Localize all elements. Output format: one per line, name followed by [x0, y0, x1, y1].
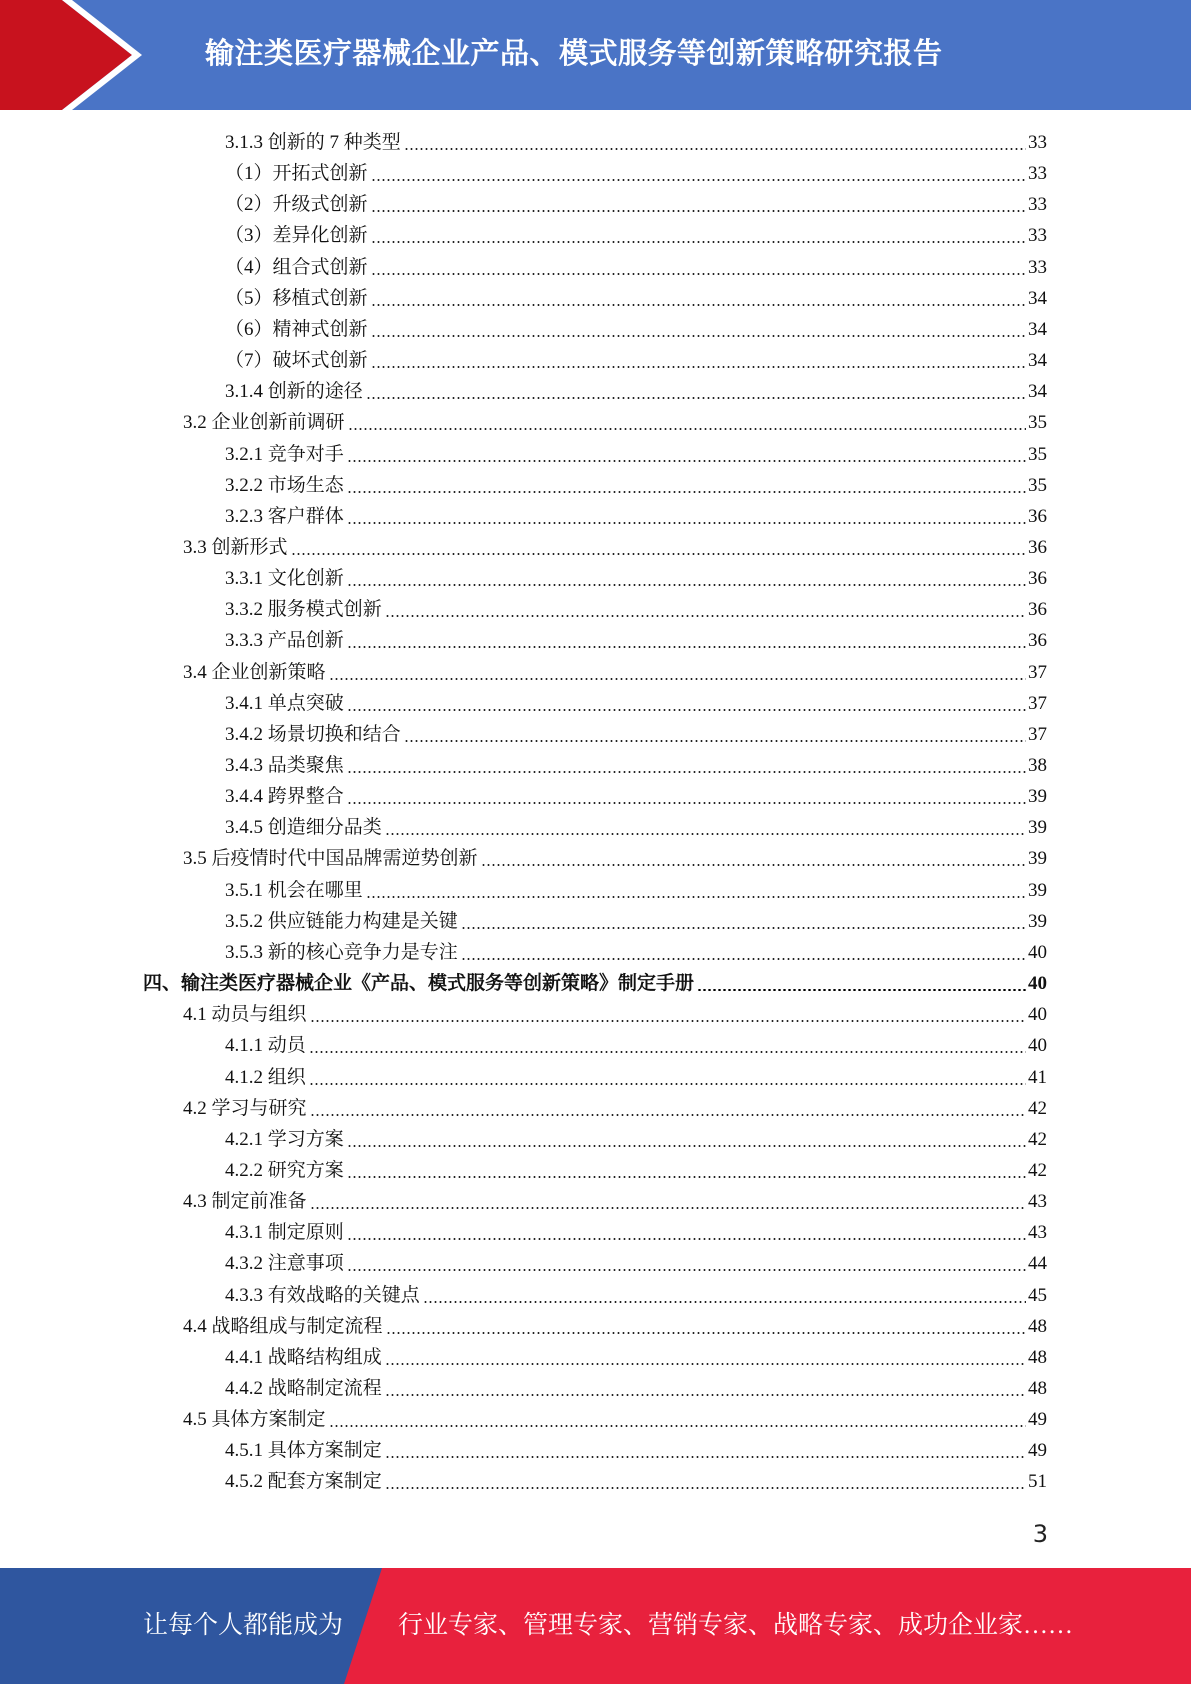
- toc-entry-label: （5）移植式创新: [225, 287, 368, 309]
- toc-entry-page: 48: [1028, 1378, 1047, 1399]
- toc-dot-leader: [371, 335, 1026, 337]
- toc-entry-label: 3.2.3 客户群体: [225, 505, 344, 527]
- toc-entry-page: 33: [1028, 256, 1047, 278]
- toc-entry[interactable]: [225, 594, 1047, 625]
- toc-entry[interactable]: [225, 220, 1047, 251]
- toc-entry-page: 34: [1028, 381, 1047, 403]
- toc-entry-label: 3.4 企业创新策略: [183, 661, 326, 683]
- toc-entry[interactable]: [225, 781, 1047, 812]
- toc-entry-page: 36: [1028, 505, 1047, 527]
- toc-entry-label: 3.4.4 跨界整合: [225, 786, 344, 808]
- toc-dot-leader: [347, 584, 1026, 586]
- toc-entry[interactable]: [225, 158, 1047, 189]
- toc-dot-leader: [347, 460, 1026, 462]
- toc-entry[interactable]: [225, 1062, 1047, 1093]
- toc-entry-label: 4.2.2 研究方案: [225, 1159, 344, 1181]
- toc-entry[interactable]: [143, 968, 1047, 999]
- toc-entry-label: 4.1.1 动员: [225, 1035, 306, 1057]
- toc-entry-label: 4.3.2 注意事项: [225, 1253, 344, 1275]
- toc-dot-leader: [371, 366, 1026, 368]
- toc-entry[interactable]: [225, 470, 1047, 501]
- toc-entry-label: （6）精神式创新: [225, 318, 368, 340]
- toc-dot-leader: [385, 1394, 1026, 1396]
- toc-entry[interactable]: [183, 407, 1047, 438]
- toc-entry[interactable]: [225, 1155, 1047, 1186]
- toc-entry-label: 4.5.2 配套方案制定: [225, 1471, 382, 1493]
- toc-entry[interactable]: [183, 532, 1047, 563]
- toc-entry[interactable]: [225, 127, 1047, 158]
- toc-entry-label: 4.4.2 战略制定流程: [225, 1378, 382, 1399]
- toc-entry[interactable]: [225, 501, 1047, 532]
- toc-entry-page: 51: [1028, 1471, 1047, 1493]
- toc-entry-label: 4.2.1 学习方案: [225, 1128, 344, 1150]
- toc-entry-label: 四、输注类医疗器械企业《产品、模式服务等创新策略》制定手册: [143, 973, 695, 995]
- toc-entry-page: 36: [1028, 536, 1047, 558]
- toc-entry-label: 3.3 创新形式: [183, 536, 288, 558]
- toc-entry-page: 42: [1028, 1128, 1047, 1150]
- toc-entry-page: 40: [1028, 1004, 1047, 1026]
- toc-dot-leader: [461, 927, 1026, 929]
- toc-entry[interactable]: [225, 283, 1047, 314]
- toc-dot-leader: [404, 740, 1026, 742]
- toc-entry[interactable]: [225, 937, 1047, 968]
- toc-entry-page: 48: [1028, 1346, 1047, 1368]
- toc-entry-label: 3.2.2 市场生态: [225, 474, 344, 496]
- toc-entry-label: （3）差异化创新: [225, 225, 368, 247]
- toc-entry-label: 3.5.3 新的核心竞争力是专注: [225, 941, 458, 963]
- toc-entry-label: 3.4.5 创造细分品类: [225, 817, 382, 839]
- toc-dot-leader: [423, 1301, 1026, 1303]
- toc-entry-page: 33: [1028, 163, 1047, 185]
- toc-dot-leader: [347, 1269, 1026, 1271]
- footer-slogan-right: 行业专家、管理专家、营销专家、战略专家、成功企业家……: [398, 1612, 1074, 1639]
- toc-dot-leader: [347, 1145, 1026, 1147]
- toc-entry-label: 4.3 制定前准备: [183, 1191, 307, 1213]
- toc-entry-label: 3.2 企业创新前调研: [183, 412, 345, 434]
- toc-entry[interactable]: [183, 1404, 1047, 1435]
- toc-dot-leader: [310, 1114, 1026, 1116]
- toc-dot-leader: [348, 428, 1026, 430]
- toc-entry-page: 37: [1028, 692, 1047, 714]
- toc-entry[interactable]: [225, 1435, 1047, 1466]
- toc-entry-page: 40: [1028, 1035, 1047, 1057]
- toc-entry[interactable]: [225, 345, 1047, 376]
- toc-entry-page: 41: [1028, 1066, 1047, 1088]
- toc-entry-label: 3.1.4 创新的途径: [225, 381, 363, 403]
- toc-dot-leader: [386, 1332, 1026, 1334]
- toc-entry-label: 3.3.1 文化创新: [225, 568, 344, 590]
- toc-dot-leader: [371, 241, 1026, 243]
- toc-dot-leader: [404, 148, 1026, 150]
- toc-dot-leader: [366, 397, 1026, 399]
- toc-dot-leader: [310, 1020, 1026, 1022]
- toc-entry[interactable]: [225, 1248, 1047, 1279]
- toc-entry-page: 40: [1028, 973, 1047, 995]
- toc-entry[interactable]: [225, 1124, 1047, 1155]
- toc-entry-label: （4）组合式创新: [225, 256, 368, 278]
- toc-entry[interactable]: [225, 189, 1047, 220]
- toc-entry-page: 39: [1028, 910, 1047, 932]
- toc-entry-label: 3.4.2 场景切换和结合: [225, 723, 401, 745]
- toc-dot-leader: [347, 646, 1026, 648]
- toc-entry[interactable]: [225, 812, 1047, 843]
- toc-entry-label: 3.2.1 竞争对手: [225, 443, 344, 465]
- toc-entry[interactable]: [225, 750, 1047, 781]
- toc-entry-label: （2）升级式创新: [225, 194, 368, 216]
- toc-entry-label: 3.5 后疫情时代中国品牌需逆势创新: [183, 848, 478, 870]
- toc-entry-page: 33: [1028, 194, 1047, 216]
- toc-entry-page: 42: [1028, 1097, 1047, 1119]
- header-banner: [0, 0, 1191, 110]
- toc-entry-page: 34: [1028, 287, 1047, 309]
- toc-entry-page: 34: [1028, 318, 1047, 340]
- toc-entry-label: 4.3.1 制定原则: [225, 1222, 344, 1244]
- toc-dot-leader: [481, 864, 1026, 866]
- toc-entry-page: 36: [1028, 599, 1047, 621]
- toc-entry-page: 44: [1028, 1253, 1047, 1275]
- toc-dot-leader: [347, 1176, 1026, 1178]
- toc-dot-leader: [371, 210, 1026, 212]
- toc-entry-page: 37: [1028, 661, 1047, 683]
- toc-entry-label: 4.4 战略组成与制定流程: [183, 1315, 383, 1337]
- toc-entry-page: 35: [1028, 443, 1047, 465]
- toc-dot-leader: [309, 1083, 1026, 1085]
- toc-entry-label: 4.3.3 有效战略的关键点: [225, 1284, 420, 1306]
- toc-entry[interactable]: [225, 1373, 1047, 1404]
- toc-dot-leader: [309, 1051, 1026, 1053]
- toc-entry-page: 38: [1028, 755, 1047, 776]
- toc-entry[interactable]: [225, 1217, 1047, 1248]
- toc-dot-leader: [371, 273, 1026, 275]
- toc-entry-label: 3.3.3 产品创新: [225, 630, 344, 652]
- toc-entry-page: 37: [1028, 723, 1047, 745]
- page-number: 3: [1032, 1520, 1048, 1548]
- toc-dot-leader: [329, 678, 1026, 680]
- toc-entry-page: 34: [1028, 350, 1047, 372]
- toc-entry[interactable]: [183, 1186, 1047, 1217]
- toc-dot-leader: [697, 989, 1026, 991]
- toc-entry[interactable]: [225, 625, 1047, 656]
- footer-banner: [0, 1568, 1191, 1684]
- toc-entry[interactable]: [225, 906, 1047, 937]
- toc-entry-page: 49: [1028, 1409, 1047, 1431]
- toc-entry[interactable]: [183, 843, 1047, 874]
- toc-entry[interactable]: [225, 719, 1047, 750]
- toc-entry-label: 4.2 学习与研究: [183, 1097, 307, 1119]
- toc-entry-label: 4.5 具体方案制定: [183, 1409, 326, 1431]
- toc-entry-label: 3.1.3 创新的 7 种类型: [225, 132, 401, 153]
- toc-entry-page: 43: [1028, 1222, 1047, 1244]
- toc-entry-label: 3.4.1 单点突破: [225, 692, 344, 714]
- toc-dot-leader: [385, 833, 1026, 835]
- toc-entry-label: 4.5.1 具体方案制定: [225, 1440, 382, 1462]
- report-title: 输注类医疗器械企业产品、模式服务等创新策略研究报告: [205, 36, 943, 70]
- toc-entry[interactable]: [183, 999, 1047, 1030]
- footer-slogan-left: 让每个人都能成为: [143, 1612, 344, 1639]
- toc-dot-leader: [347, 522, 1026, 524]
- toc-entry[interactable]: [225, 688, 1047, 719]
- toc-entry-label: 3.3.2 服务模式创新: [225, 599, 382, 621]
- toc-entry[interactable]: [225, 1466, 1047, 1497]
- toc-entry-page: 39: [1028, 879, 1047, 901]
- toc-entry-page: 36: [1028, 630, 1047, 652]
- toc-entry-page: 35: [1028, 474, 1047, 496]
- toc-dot-leader: [385, 615, 1026, 617]
- toc-dot-leader: [347, 1238, 1026, 1240]
- toc-entry-label: 4.4.1 战略结构组成: [225, 1346, 382, 1368]
- toc-entry[interactable]: [225, 1280, 1047, 1311]
- toc-entry[interactable]: [225, 314, 1047, 345]
- toc-entry-label: 3.5.2 供应链能力构建是关键: [225, 910, 458, 932]
- toc-entry-page: 33: [1028, 132, 1047, 153]
- header-arrow-decoration: [0, 0, 150, 110]
- toc-entry-page: 39: [1028, 848, 1047, 870]
- toc-entry-page: 48: [1028, 1315, 1047, 1337]
- toc-dot-leader: [329, 1425, 1026, 1427]
- toc-dot-leader: [366, 896, 1026, 898]
- toc-entry-page: 49: [1028, 1440, 1047, 1462]
- toc-entry-label: （1）开拓式创新: [225, 163, 368, 185]
- toc-entry-page: 33: [1028, 225, 1047, 247]
- toc-entry[interactable]: [225, 1342, 1047, 1373]
- toc-entry-page: 39: [1028, 817, 1047, 839]
- toc-entry[interactable]: [183, 657, 1047, 688]
- toc-entry-page: 43: [1028, 1191, 1047, 1213]
- toc-entry-label: 3.4.3 品类聚焦: [225, 755, 344, 776]
- toc-dot-leader: [347, 491, 1026, 493]
- toc-dot-leader: [347, 771, 1026, 773]
- toc-dot-leader: [385, 1456, 1026, 1458]
- toc-entry[interactable]: [225, 376, 1047, 407]
- toc-dot-leader: [461, 958, 1026, 960]
- toc-dot-leader: [347, 802, 1026, 804]
- toc-entry-page: 36: [1028, 568, 1047, 590]
- toc-entry-page: 42: [1028, 1159, 1047, 1181]
- toc-entry[interactable]: [225, 1030, 1047, 1061]
- toc-entry-page: 35: [1028, 412, 1047, 434]
- toc-entry-label: 3.5.1 机会在哪里: [225, 879, 363, 901]
- toc-dot-leader: [371, 304, 1026, 306]
- toc-entry-label: 4.1 动员与组织: [183, 1004, 307, 1026]
- toc-dot-leader: [385, 1487, 1026, 1489]
- toc-dot-leader: [371, 179, 1026, 181]
- toc-dot-leader: [385, 1363, 1026, 1365]
- toc-entry-page: 45: [1028, 1284, 1047, 1306]
- toc-entry-label: 4.1.2 组织: [225, 1066, 306, 1088]
- toc-dot-leader: [310, 1207, 1026, 1209]
- toc-entry[interactable]: [183, 1311, 1047, 1342]
- toc-entry[interactable]: [225, 252, 1047, 283]
- toc-entry[interactable]: [183, 1093, 1047, 1124]
- toc-entry[interactable]: [225, 875, 1047, 906]
- toc-entry-page: 40: [1028, 941, 1047, 963]
- toc-entry[interactable]: [225, 439, 1047, 470]
- toc-dot-leader: [347, 709, 1026, 711]
- toc-entry-page: 39: [1028, 786, 1047, 808]
- toc-entry-label: （7）破坏式创新: [225, 350, 368, 372]
- toc-entry[interactable]: [225, 563, 1047, 594]
- toc-dot-leader: [291, 553, 1026, 555]
